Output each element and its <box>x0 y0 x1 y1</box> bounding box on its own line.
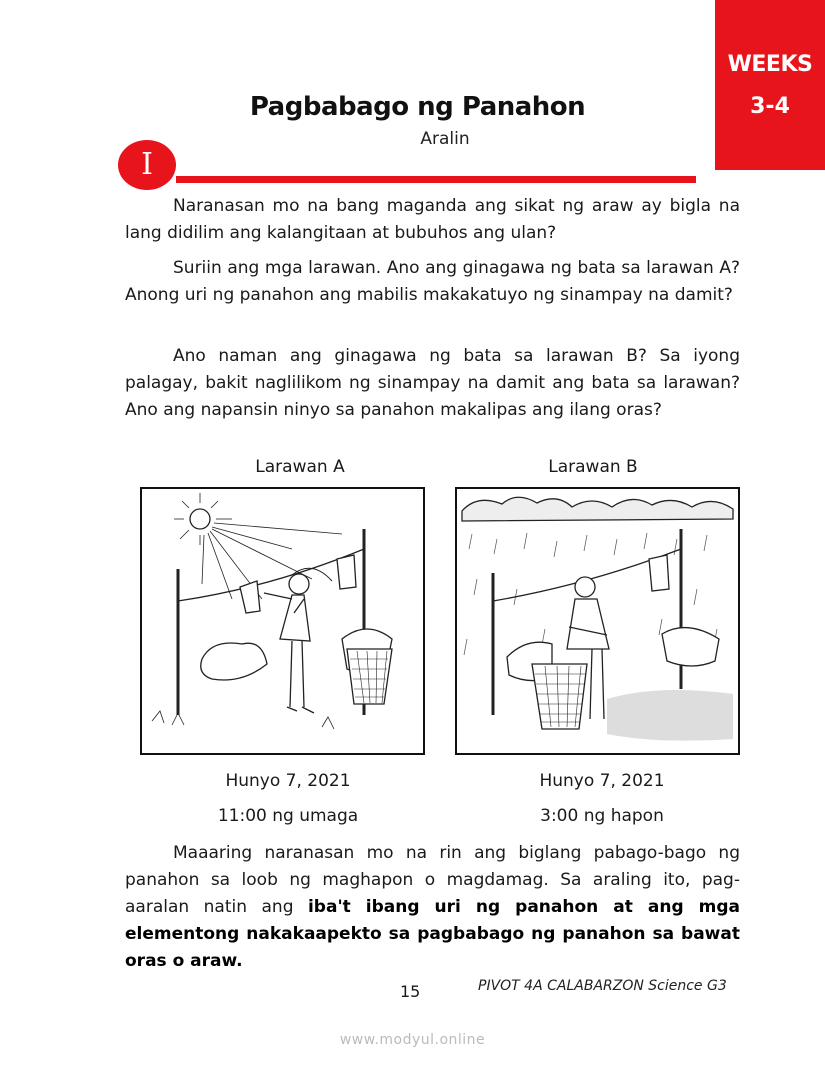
summary-emphasis: iba't ibang uri ng panahon at ang mga elementong nakakaapekto sa pagbabago ng panahon sa bawat oras o araw. <box>125 897 740 971</box>
page-title: Pagbabago ng Panahon <box>249 92 586 122</box>
page-subtitle: Aralin <box>420 129 470 149</box>
figure-b-date: Hunyo 7, 2021 <box>539 771 665 791</box>
footer-reference: PIVOT 4A CALABARZON Science G3 <box>478 978 727 994</box>
sun-icon <box>190 509 210 529</box>
figure-b-label: Larawan B <box>548 457 638 477</box>
summary-text: Maaaring naranasan mo na rin ang biglang pabago-bago ng panahon sa loob ng maghapon o magdamag. Sa araling ito, pag-aaralan natin ang <box>125 843 740 917</box>
section-divider <box>176 176 696 183</box>
watermark: www.modyul.online <box>339 1032 486 1048</box>
figure-b-time: 3:00 ng hapon <box>540 806 664 826</box>
weeks-range: 3-4 <box>750 94 790 119</box>
figure-a-illustration <box>140 487 425 755</box>
question-paragraph-a: Suriin ang mga larawan. Ano ang ginagawa ng bata sa larawan A? Anong uri ng panahon ang mabilis makakatuyo ng sinampay na damit? <box>125 258 740 305</box>
intro-paragraph: Naranasan mo na bang maganda ang sikat ng araw ay bigla na lang didilim ang kalangitaan at bubuhos ang ulan? <box>125 196 740 243</box>
figure-a-time: 11:00 ng umaga <box>217 806 359 826</box>
rainy-scene-image <box>457 489 738 753</box>
figure-a-label: Larawan A <box>255 457 345 477</box>
figure-b-illustration <box>455 487 740 755</box>
section-badge: I <box>118 140 176 190</box>
figure-a-date: Hunyo 7, 2021 <box>225 771 351 791</box>
sunny-scene-image <box>142 489 423 753</box>
page-number: 15 <box>400 982 421 1001</box>
question-paragraph-b: Ano naman ang ginagawa ng bata sa larawan B? Sa iyong palagay, bakit naglilikom ng sinampay na damit ang bata sa larawan? Ano ang napansin ninyo sa panahon makalipas ang ilang oras? <box>125 346 740 420</box>
weeks-label: WEEKS <box>727 52 813 77</box>
cloud-icon <box>462 497 733 521</box>
summary-paragraph <box>125 840 740 975</box>
